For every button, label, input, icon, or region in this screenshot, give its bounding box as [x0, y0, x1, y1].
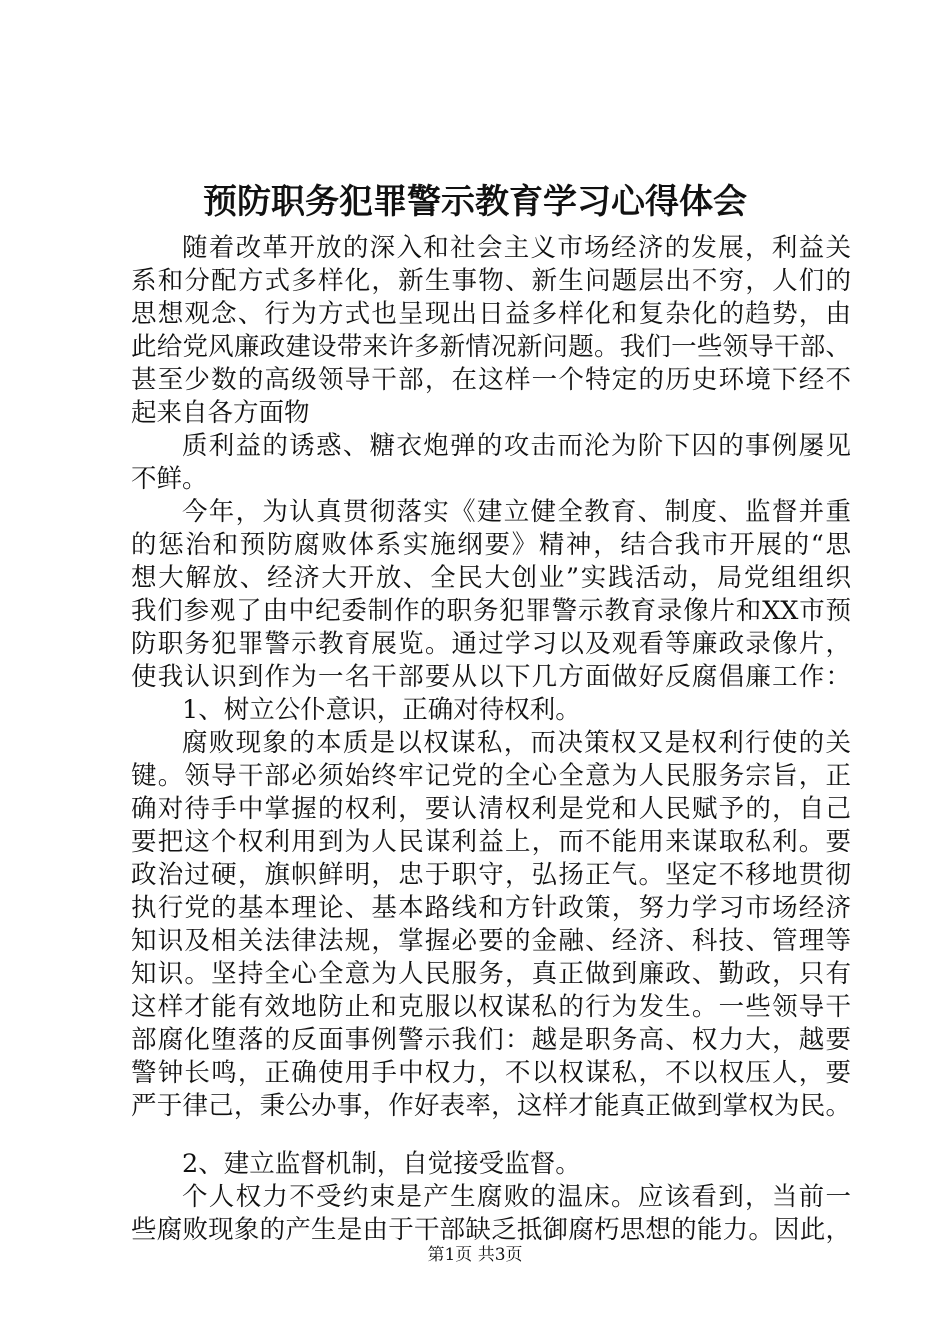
text-line: 质利益的诱惑、糖衣炮弹的攻击而沦为阶下囚的事例屡见	[182, 431, 851, 461]
text-line: 思想观念、行为方式也呈现出日益多样化和复杂化的趋势，由	[131, 299, 851, 329]
text-line: 确对待手中掌握的权利，要认清权利是党和人民赋予的，自己	[131, 794, 851, 824]
text-line: 起来自各方面物	[131, 398, 310, 428]
text-line: 的惩治和预防腐败体系实施纲要》精神，结合我市开展的“思	[131, 530, 851, 560]
text-line: 不鲜。	[131, 464, 208, 494]
text-line: 随着改革开放的深入和社会主义市场经济的发展，利益关	[182, 233, 851, 263]
text-line: 键。领导干部必须始终牢记党的全心全意为人民服务宗旨，正	[131, 761, 851, 791]
text-line: 警钟长鸣，正确使用手中权力，不以权谋私，不以权压人，要	[131, 1058, 851, 1088]
text-line: 甚至少数的高级领导干部，在这样一个特定的历史环境下经不	[131, 365, 851, 395]
section-heading: 1、树立公仆意识，正确对待权利。	[182, 695, 581, 725]
text-line: 个人权力不受约束是产生腐败的温床。应该看到，当前一	[182, 1182, 851, 1212]
text-line: 今年，为认真贯彻落实《建立健全教育、制度、监督并重	[182, 497, 851, 527]
text-line: 这样才能有效地防止和克服以权谋私的行为发生。一些领导干	[131, 992, 851, 1022]
section-heading: 2、建立监督机制，自觉接受监督。	[182, 1149, 581, 1179]
text-line: 严于律己，秉公办事，作好表率，这样才能真正做到掌权为民。	[131, 1091, 851, 1121]
document-title: 预防职务犯罪警示教育学习心得体会	[203, 182, 747, 222]
text-line: 知识。坚持全心全意为人民服务，真正做到廉政、勤政，只有	[131, 959, 851, 989]
text-line: 政治过硬，旗帜鲜明，忠于职守，弘扬正气。坚定不移地贯彻	[131, 860, 851, 890]
text-line: 部腐化堕落的反面事例警示我们：越是职务高、权力大，越要	[131, 1025, 851, 1055]
text-line: 些腐败现象的产生是由于干部缺乏抵御腐朽思想的能力。因此，	[131, 1215, 851, 1245]
text-line: 执行党的基本理论、基本路线和方针政策，努力学习市场经济	[131, 893, 851, 923]
text-line: 系和分配方式多样化，新生事物、新生问题层出不穷，人们的	[131, 266, 851, 296]
text-line: 使我认识到作为一名干部要从以下几方面做好反腐倡廉工作：	[131, 662, 851, 692]
text-line: 知识及相关法律法规，掌握必要的金融、经济、科技、管理等	[131, 926, 851, 956]
text-line: 我们参观了由中纪委制作的职务犯罪警示教育录像片和XX市预	[131, 596, 851, 626]
text-line: 想大解放、经济大开放、全民大创业”实践活动，局党组组织	[131, 563, 851, 593]
page-footer: 第1页 共3页	[427, 1245, 523, 1265]
text-line: 要把这个权利用到为人民谋利益上，而不能用来谋取私利。要	[131, 827, 851, 857]
text-line: 腐败现象的本质是以权谋私，而决策权又是权利行使的关	[182, 728, 851, 758]
text-line: 防职务犯罪警示教育展览。通过学习以及观看等廉政录像片，	[131, 629, 851, 659]
text-line: 此给党风廉政建设带来许多新情况新问题。我们一些领导干部、	[131, 332, 851, 362]
